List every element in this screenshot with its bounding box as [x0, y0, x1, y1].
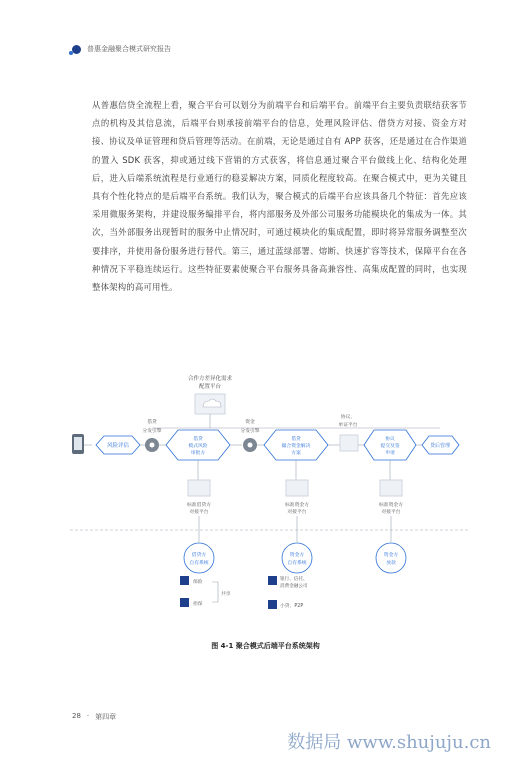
body-text: 从普惠信贷全流程上看，聚合平台可以划分为前端平台和后端平台。前端平台主要负责联结获客节点的机构及其信息流，后端平台则承接前端平台的信息，处理风险评估、借贷方对接、资金方对接、协议及单证管理和贷后管理等活动。在前端，无论是通过自有 APP 获客，还是通过在合作渠道的置入 SDK 获客，抑或通过线下营销的方式获客，将信息通过聚合平台做线上化、结构化处理后，进入后端系统流程是行业通行的稳妥解决方案，同质化程度较高。在聚合模式中，更为关键且具有个性化特点的是后端平台系统。我们认为，聚合模式的后端平台应该具备几个特征：首先应该采用微服务架构，并建设服务编排平台，将内部服务及外部公司服务功能模块化的集成为一体。其次，当外部服务出现暂时的服务中止情况时，可通过模块化的集成配置，即时将异常服务调整至次要排序，并使用备份服务进行替代。第三，通过蓝绿部署、熔断、快速扩容等技术，保障平台在各种情况下平稳连续运行。这些特征要素使聚合平台服务具备高兼容性、高集成配置的同时，也实现整体架构的高可用性。: [92, 100, 467, 293]
header-title: 普惠金融聚合模式研究报告: [87, 45, 171, 53]
watermark: 数据局 www.shujuju.cn: [287, 732, 491, 753]
fund-repay-node: [376, 543, 406, 573]
svg-text:银行、信托、: 银行、信托、: [280, 577, 308, 582]
report-logo-icon: [72, 45, 81, 54]
svg-text:撮合资金解决: 撮合资金解决: [281, 444, 311, 449]
svg-text:标准借贷方: 标准借贷方: [187, 503, 211, 508]
svg-text:借贷: 借贷: [291, 437, 301, 442]
svg-text:提交及签: 提交及签: [380, 444, 400, 449]
page-footer: [72, 712, 116, 722]
bank-icon: [268, 576, 277, 585]
footer-separator: ·: [86, 712, 90, 720]
fund-system-node: [282, 543, 312, 573]
guarantee-icon: [180, 598, 189, 607]
insurance-icon: [180, 576, 189, 585]
borrower-system-node: [184, 543, 214, 573]
std-fund-box: [286, 480, 308, 496]
svg-text:审批方: 审批方: [190, 451, 206, 456]
architecture-diagram: [60, 370, 480, 620]
svg-text:自有系统: 自有系统: [189, 561, 209, 566]
svg-text:对接平台: 对接平台: [189, 510, 209, 515]
borrower-dist-label-2: 分发引擎: [142, 429, 162, 434]
svg-text:资金: 资金: [245, 420, 255, 425]
svg-text:标准资金方: 标准资金方: [379, 503, 403, 508]
svg-text:单证平台: 单证平台: [338, 423, 358, 428]
svg-text:分发引擎: 分发引擎: [240, 429, 260, 434]
svg-text:协议: 协议: [385, 437, 395, 442]
svg-text:借贷方: 借贷方: [191, 553, 207, 558]
borrower-dist-label-1: 借贷: [147, 420, 157, 425]
risk-eval-label: 风险评估: [106, 443, 130, 449]
svg-text:协议、: 协议、: [340, 415, 356, 420]
body-paragraph: [92, 96, 467, 296]
chapter-label: 第四章: [95, 713, 117, 721]
svg-text:共享: 共享: [221, 592, 231, 597]
top-config-label-2: 配置平台: [198, 384, 222, 390]
svg-text:方案: 方案: [291, 451, 301, 456]
svg-text:申请: 申请: [385, 451, 395, 456]
svg-text:自有系统: 自有系统: [287, 561, 307, 566]
svg-text:对接平台: 对接平台: [381, 510, 401, 515]
svg-text:贷后管理: 贷后管理: [429, 443, 451, 449]
svg-text:小贷、P2P: 小贷、P2P: [280, 604, 304, 609]
page-header: [72, 44, 171, 54]
svg-text:资金方: 资金方: [289, 553, 305, 558]
std-borrower-box: [188, 480, 210, 496]
svg-text:担保: 担保: [193, 602, 203, 607]
currency-icon: [268, 600, 277, 609]
svg-text:模式风险: 模式风险: [188, 444, 208, 449]
svg-text:消费金融公司: 消费金融公司: [280, 584, 308, 589]
svg-text:资金方: 资金方: [383, 553, 399, 558]
svg-text:放款: 放款: [386, 561, 396, 566]
svg-text:对接平台: 对接平台: [287, 510, 307, 515]
figure-caption: 图 4-1 聚合模式后端平台系统架构: [211, 642, 320, 650]
svg-text:标准资金方: 标准资金方: [285, 503, 309, 508]
top-config-label-1: 合作方差异化需求: [187, 376, 233, 382]
svg-text:保险: 保险: [193, 580, 203, 585]
page-number: 28: [72, 712, 81, 720]
std-protocol-box: [380, 480, 402, 496]
protocol-engine-box: [340, 435, 358, 451]
svg-text:借贷: 借贷: [193, 437, 203, 442]
